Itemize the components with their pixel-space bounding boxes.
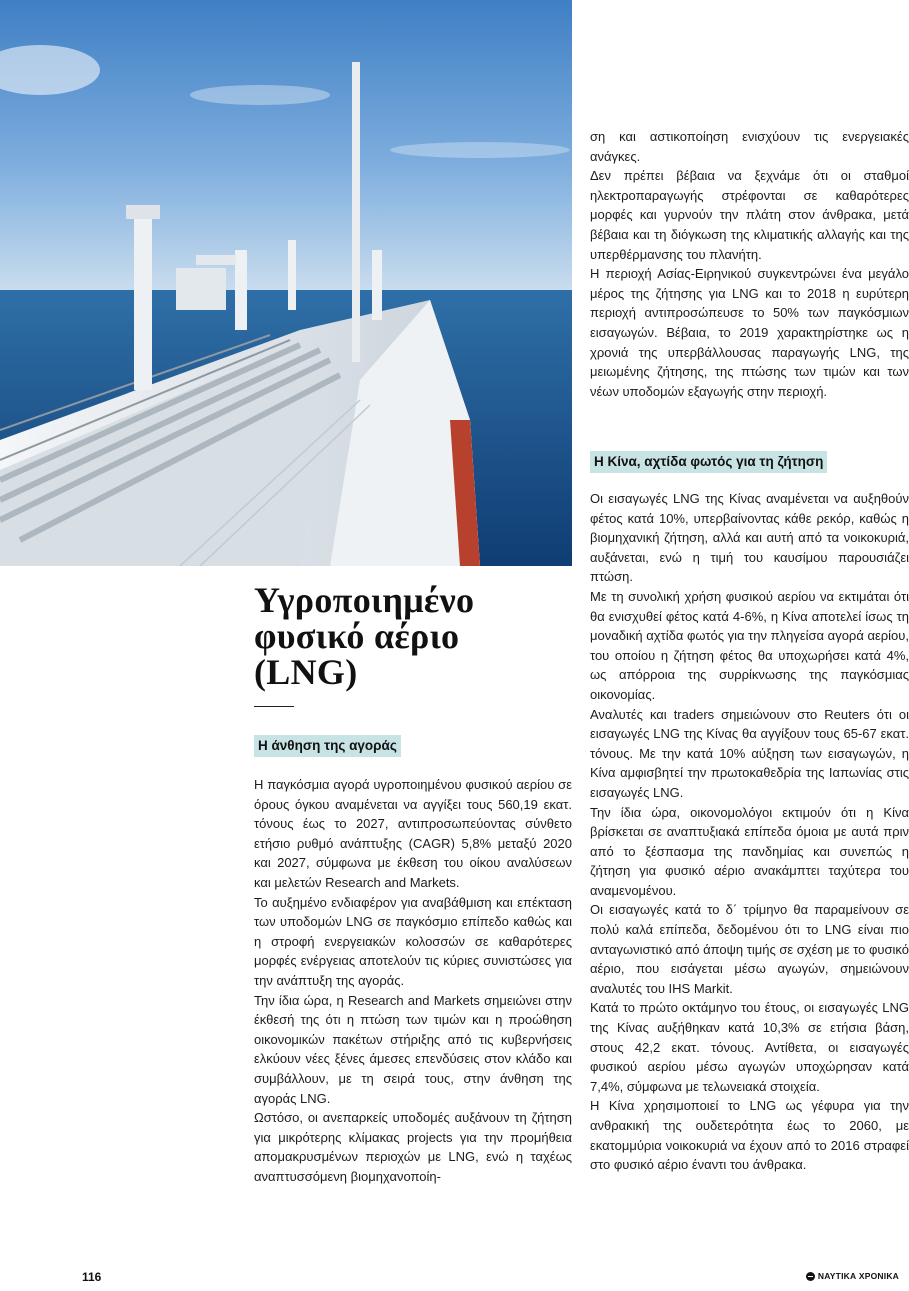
paragraph: Οι εισαγωγές κατά το δ΄ τρίμηνο θα παραμείνουν σε πολύ καλά επίπεδα, δεδομένου ότι το LNG είναι πιο ανταγωνιστικό από άποψη τιμής σε σχέση με το φυσικό αέριο, που εισάγεται μέσω αγωγών, σημειώνουν αναλυτές του IHS Markit. — [590, 902, 909, 996]
paragraph: Ωστόσο, οι ανεπαρκείς υποδομές αυξάνουν τη ζήτηση για μικρότερης κλίμακας projects για την προμήθεια απομακρυσμένων περιοχών με LNG, ενώ η ταχέως αναπτυσσόμενη βιομηχανοποίη- — [254, 1110, 572, 1184]
paragraph: Δεν πρέπει βέβαια να ξεχνάμε ότι οι σταθμοί ηλεκτροπαραγωγής στρέφονται σε καθαρότερες μορφές και γυρνούν την πλάτη στον άνθρακα, μετά βέβαια και τη διόγκωση της κλιματικής αλλαγής και της υπερθέρμανσης του πλανήτη. — [590, 168, 909, 262]
page-number: 116 — [82, 1270, 102, 1284]
section-heading-market: Η άνθηση της αγοράς — [254, 735, 401, 757]
brand-logo-icon — [806, 1272, 815, 1281]
paragraph: ση και αστικοποίηση ενισχύουν τις ενεργειακές ανάγκες. — [590, 129, 909, 164]
article-title — [254, 582, 564, 690]
title-line: Υγροποιημένο — [254, 580, 475, 620]
paragraph: Την ίδια ώρα, η Research and Markets σημειώνει στην έκθεσή της ότι η πτώση των τιμών και η προώθηση οικονομικών πακέτων στήριξης από τις κυβερνήσεις ελκύουν νέες ξένες άμεσες επενδύσεις στον κλάδο και συμβάλλουν, με τη σειρά τους, στην άνθηση της αγοράς LNG. — [254, 992, 572, 1106]
paragraph: Το αυξημένο ενδιαφέρον για αναβάθμιση και επέκταση των υποδομών LNG σε παγκόσμιο επίπεδο καθώς και η στροφή ενεργειακών κολοσσών σε καθαρότερες μορφές ενέργειας αποτελούν τις κύριες συνιστώσες για την ανάπτυξη της αγοράς. — [254, 894, 572, 988]
section-heading-china: Η Κίνα, αχτίδα φωτός για τη ζήτηση — [590, 451, 827, 473]
lng-carrier-photo — [0, 0, 572, 566]
paragraph: Κατά το πρώτο οκτάμηνο του έτους, οι εισαγωγές LNG της Κίνας αυξήθηκαν κατά 10,3% σε ετήσια βάση, στους 42,2 εκατ. τόνους. Αντίθετα, οι εισαγωγές φυσικού αερίου μέσω αγωγών υποχώρησαν κατά 7,4%, σύμφωνα με τελωνειακά στοιχεία. — [590, 1000, 909, 1094]
title-line: φυσικό αέριο — [254, 616, 460, 656]
paragraph: Οι εισαγωγές LNG της Κίνας αναμένεται να αυξηθούν φέτος κατά 10%, υπερβαίνοντας κάθε ρεκόρ, καθώς η βιομηχανική ζήτηση, αλλά και αυτή από τα νοικοκυριά, αυξάνεται, ενώ η τιμή του καυσίμου παρουσιάζει πτώση. — [590, 491, 909, 585]
right-column-top — [590, 127, 909, 401]
paragraph: Αναλυτές και traders σημειώνουν στο Reuters ότι οι εισαγωγές LNG της Κίνας θα αγγίξουν τους 65-67 εκατ. τόνους. Με την κατά 10% αύξηση των εισαγωγών, η Κίνα αμφισβητεί την πρωτοκαθεδρία της Ιαπωνίας στις εισαγωγές LNG. — [590, 706, 909, 800]
publication-brand — [806, 1271, 899, 1281]
publication-name: ΝΑΥΤΙΚΑ ΧΡΟΝΙΚΑ — [817, 1271, 899, 1281]
paragraph: Η Κίνα χρησιμοποιεί το LNG ως γέφυρα για την ανθρακική της ουδετερότητα έως το 2060, με εκατομμύρια νοικοκυριά να έχουν από το 2016 στραφεί στο φυσικό αέριο έναντι του άνθρακα. — [590, 1098, 909, 1173]
title-line: (LNG) — [254, 652, 358, 692]
left-column — [254, 775, 572, 1186]
title-divider — [254, 706, 294, 707]
right-column-bottom — [590, 489, 909, 1175]
paragraph: Η παγκόσμια αγορά υγροποιημένου φυσικού αερίου σε όρους όγκου αναμένεται να αγγίξει τους 560,19 εκατ. τόνους έως το 2027, αντιπροσωπεύοντας σύνθετο ετήσιο ρυθμό ανάπτυξης (CAGR) 5,8% μεταξύ 2020 και 2027, σύμφωνα με έκθεση του οίκου αναλύσεων και μελετών Research and Markets. — [254, 777, 572, 890]
paragraph: Η περιοχή Ασίας-Ειρηνικού συγκεντρώνει ένα μεγάλο μέρος της ζήτησης για LNG και το 2018 η ευρύτερη περιοχή αντιπροσώπευσε το 50% των παγκόσμιων εισαγωγών. Βέβαια, το 2019 χαρακτηρίστηκε ως η χρονιά της υπερβάλλουσας παραγωγής LNG, της μειωμένης ζήτησης, της πτώσης των τιμών και των νέων υποδομών εξαγωγής στην περιοχή. — [590, 266, 909, 399]
paragraph: Με τη συνολική χρήση φυσικού αερίου να εκτιμάται ότι θα ενισχυθεί φέτος κατά 4-6%, η Κίνα αποτελεί ίσως τη μοναδική αχτίδα φωτός για την πληγείσα αγορά αερίου, του οποίου η ζήτηση φέτος θα υποχωρήσει κατά 4%, ως απόρροια της συρρίκνωσης της παγκόσμιας οικονομίας. — [590, 588, 909, 702]
paragraph: Την ίδια ώρα, οικονομολόγοι εκτιμούν ότι η Κίνα βρίσκεται σε αναπτυξιακά επίπεδα όμοια με αυτά πριν από το ξέσπασμα της πανδημίας και συνεπώς η ζήτηση για φυσικό αέριο ανακάμπτει ταχύτερα του αναμενομένου. — [590, 804, 909, 898]
